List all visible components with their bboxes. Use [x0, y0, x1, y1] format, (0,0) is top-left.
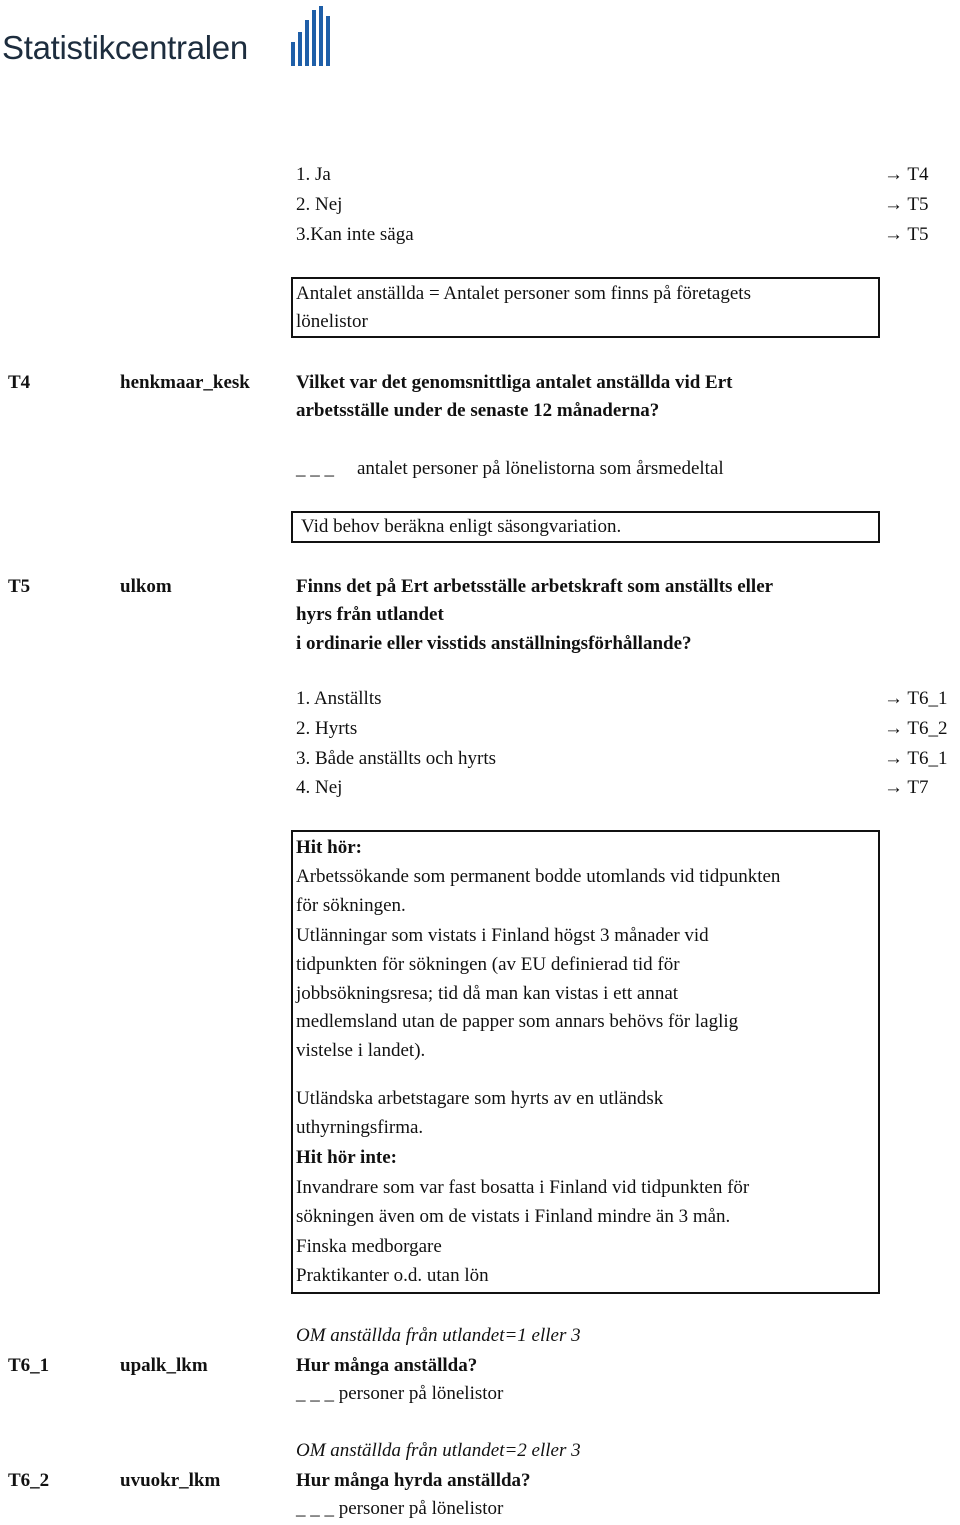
info-heading-include: Hit hör:	[296, 837, 362, 858]
q3-goto-1: → T4	[884, 164, 929, 185]
info-include-line: vistelse i landet).	[296, 1040, 426, 1061]
info-include-line: tidpunkten för sökningen (av EU definierad tid för	[296, 954, 680, 975]
note-box-employees-line2: lönelistor	[296, 311, 368, 332]
info-include-line: Utlänningar som vistats i Finland högst 3 månader vid	[296, 925, 709, 946]
t5-goto-1: → T6_1	[884, 688, 948, 709]
answer-t6-1: _ _ _ personer på lönelistor	[296, 1383, 504, 1404]
t5-option-2: 2. Hyrts	[296, 718, 358, 739]
info-exclude-line: Invandrare som var fast bosatta i Finland vid tidpunkten för	[296, 1177, 750, 1198]
variable-name-t6-2: uvuokr_lkm	[120, 1470, 221, 1491]
question-code-t6-1: T6_1	[8, 1355, 50, 1376]
arrow-icon: →	[884, 688, 903, 709]
arrow-icon: →	[884, 164, 903, 185]
arrow-icon: →	[884, 194, 903, 215]
variable-name-t5: ulkom	[120, 576, 172, 597]
question-code-t4: T4	[8, 372, 31, 393]
variable-name-t6-1: upalk_lkm	[120, 1355, 208, 1376]
question-code-t5: T5	[8, 576, 31, 597]
info-heading-exclude: Hit hör inte:	[296, 1147, 397, 1168]
arrow-icon: →	[884, 718, 903, 739]
info-include-line: Arbetssökande som permanent bodde utomlands vid tidpunkten	[296, 866, 781, 887]
answer-t6-2: _ _ _ personer på lönelistor	[296, 1498, 504, 1519]
question-t5-line1: Finns det på Ert arbetsställe arbetskraft som anställts eller	[296, 576, 774, 597]
logo-bars-icon	[290, 2, 335, 66]
info-exclude-line: sökningen även om de vistats i Finland mindre än 3 mån.	[296, 1206, 731, 1227]
t5-goto-2: → T6_2	[884, 718, 948, 739]
hint-text-t4: Vid behov beräkna enligt säsongvariation.	[301, 516, 622, 537]
info-exclude-line: Praktikanter o.d. utan lön	[296, 1265, 489, 1286]
answer-blank-t4: _ _ _	[296, 458, 334, 479]
logo-wordmark: Statistikcentralen	[2, 29, 248, 66]
q3-goto-2: → T5	[884, 194, 929, 215]
note-box-employees-line1: Antalet anställda = Antalet personer som finns på företagets	[296, 283, 751, 304]
question-t4-line2: arbetsställe under de senaste 12 månaderna?	[296, 400, 660, 421]
t5-option-1: 1. Anställts	[296, 688, 382, 709]
info-include-line: Utländska arbetstagare som hyrts av en utländsk	[296, 1088, 664, 1109]
arrow-icon: →	[884, 777, 903, 798]
question-t6-2: Hur många hyrda anställda?	[296, 1470, 531, 1491]
t5-option-3: 3. Både anställts och hyrts	[296, 748, 496, 769]
info-include-line: för sökningen.	[296, 895, 406, 916]
question-t6-1: Hur många anställda?	[296, 1355, 478, 1376]
q3-goto-3: → T5	[884, 224, 929, 245]
question-code-t6-2: T6_2	[8, 1470, 50, 1491]
info-exclude-line: Finska medborgare	[296, 1236, 442, 1257]
info-include-line: jobbsökningsresa; tid då man kan vistas i ett annat	[296, 983, 679, 1004]
info-include-line: uthyrningsfirma.	[296, 1117, 424, 1138]
q3-option-2: 2. Nej	[296, 194, 343, 215]
t5-goto-3: → T6_1	[884, 748, 948, 769]
answer-text-t4: antalet personer på lönelistorna som årsmedeltal	[357, 458, 724, 479]
arrow-icon: →	[884, 748, 903, 769]
q3-option-1: 1. Ja	[296, 164, 331, 185]
question-t4-line1: Vilket var det genomsnittliga antalet anställda vid Ert	[296, 372, 733, 393]
condition-t6-2: OM anställda från utlandet=2 eller 3	[296, 1440, 581, 1461]
variable-name-t4: henkmaar_kesk	[120, 372, 250, 393]
question-t5-line2: hyrs från utlandet	[296, 604, 444, 625]
t5-goto-4: → T7	[884, 777, 929, 798]
arrow-icon: →	[884, 224, 903, 245]
info-include-line: medlemsland utan de papper som annars behövs för laglig	[296, 1011, 739, 1032]
q3-option-3: 3.Kan inte säga	[296, 224, 414, 245]
t5-option-4: 4. Nej	[296, 777, 343, 798]
condition-t6-1: OM anställda från utlandet=1 eller 3	[296, 1325, 581, 1346]
question-t5-line3: i ordinarie eller visstids anställningsförhållande?	[296, 633, 692, 654]
